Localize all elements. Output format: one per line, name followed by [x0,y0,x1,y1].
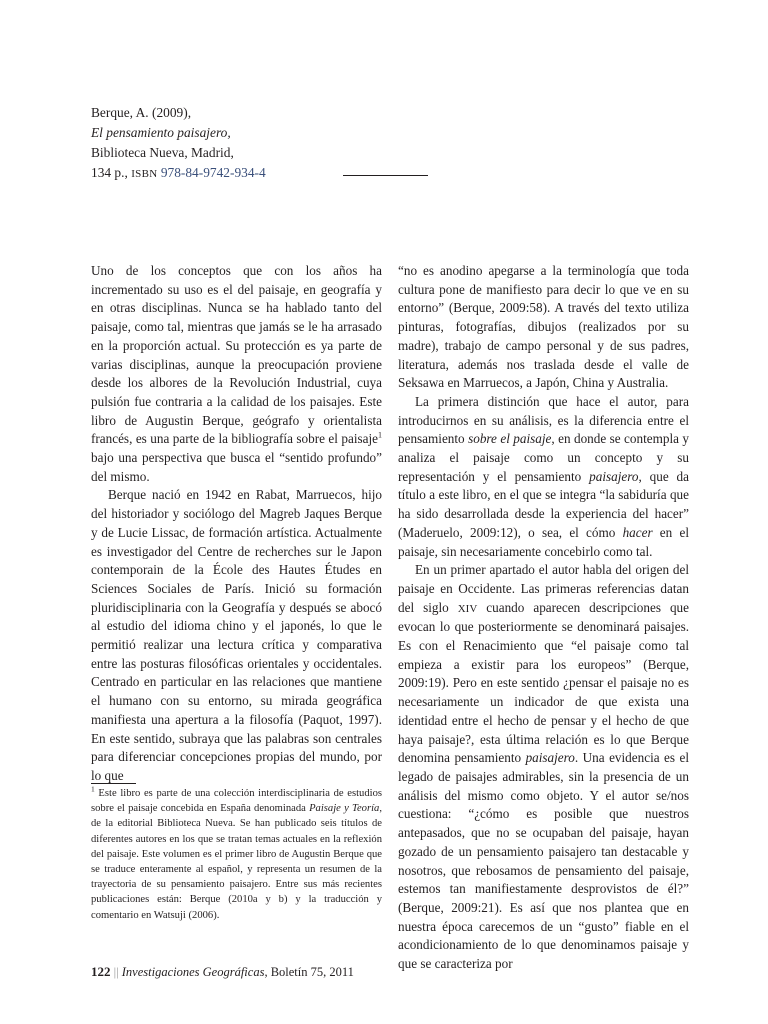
page-footer [91,964,354,980]
paragraph: En un primer apartado el autor habla del origen del paisaje en Occidente. Las primeras referencias datan del siglo XIV cuando aparecen descripciones que evocan lo que posteriormente se denominará paisajes. Es con el Renacimiento que “el paisaje como tal empieza a existir para los europeos” (Berque, 2009:19). Pero en este sentido ¿pensar el paisaje no es necesariamente un indicador de que exista una identidad entre el hecho de pensar y el hecho de que haya paisaje?, esta última relación es lo que Berque denomina pensamiento paisajero. Una evidencia es el legado de paisajes admirables, sin la presencia de un análisis del mismo como objeto. Y el autor se/nos cuestiona: “¿cómo es posible que nuestros antepasados, que no se ocupaban del paisaje, hayan gozado de un pensamiento paisajero tan destacable y nosotros, que rebosamos de pensamiento del paisaje, estemos tan manifiestamente desprovistos de él?” (Berque, 2009:21). Es así que nos plantea que en nuestra época carecemos de un “gusto” fiable en el acondicionamiento de lo que denominamos paisaje y que se caracteriza por [398,562,690,972]
footnote: $^1$ Este libro es parte de una colección interdisciplinaria de estudios sobre el paisaje concebida en España denominada Paisaje y Teoría, de la editorial Biblioteca Nueva. Se han publicado seis títulos de diferentes autores en los que se tratan temas actuales en la reflexión del paisaje. Este volumen es el primer libro de Augustin Berque que se traduce enteramente al español, y representa un resumen de la trayectoria de su pensamiento paisajero. Entre sus más recientes publicaciones están: Berque (2010a y b) y la traducción y comentario en Watsuji (2006). [91,784,382,921]
reference-publisher: Biblioteca Nueva, Madrid, [91,145,234,160]
reference-title: El pensamiento paisajero, [91,125,231,140]
footnote-rule [91,783,136,784]
book-reference [91,103,266,184]
isbn-number: 978-84-9742-934-4 [160,165,266,180]
page-number: 122 [91,964,111,979]
footnote-number: 1 [91,784,95,794]
reference-rule [343,175,428,176]
left-column [91,262,382,786]
reference-pages: 134 p., [91,165,128,180]
paragraph: Uno de los conceptos que con los años ha incrementado su uso es el del paisaje, en geografía y en otras disciplinas. Nunca se ha hablado tanto del paisaje, como tal, mientras que jamás se le ha arrasado en la proporción actual. Su protección es ya parte de varias disciplinas, aunque la preocupación proviene desde los albores de la Revolución Industrial, cuya pulsión fue contraria a la calidad de los paisajes. Este libro de Augustin Berque, geógrafo y orientalista francés, es una parte de la bibliografía sobre el paisaje$^1$ bajo una perspectiva que busca el “sentido profundo” del mismo. [91,263,382,484]
reference-author-year: Berque, A. (2009), [91,105,192,120]
right-column [398,262,689,974]
reference-pages-isbn [91,163,266,184]
footnote-marker: 1 [378,430,382,440]
journal-name: Investigaciones Geográficas [121,965,265,979]
paragraph: Berque nació en 1942 en Rabat, Marruecos, hijo del historiador y sociólogo del Magreb Jaques Berque y de Lucie Lissac, de formación artística. Actualmente es investigador del Centre de recherches sur le Japon contemporain de la École des Hautes Études en Sciences Sociales de París. Inició su formación pluridisciplinaria con la Geografía y después se abocó al estudio del idioma chino y el japonés, lo que le permitió realizar una lectura crítica y comparativa entre las posturas filosóficas orientales y occidentales. Centrado en particular en las relaciones que mantiene el humano con su entorno, su mirada geográfica manifiesta una apertura a la filosofía (Paquot, 1997). En este sentido, subraya que las palabras son centrales para diferenciar concepciones propias del mundo, por lo que [91,487,382,783]
journal-issue: , Boletín 75, 2011 [264,965,354,979]
isbn-label: ISBN [131,168,158,180]
paragraph: “no es anodino apegarse a la terminología que toda cultura pone de manifiesto para decir lo que ve en su entorno” (Berque, 2009:58). A través del texto utiliza pinturas, fotografías, dibujos (realizados por su madre), trabajo de campo personal y de sus padres, literatura, además nos traslada desde el valle de Seksawa en Marruecos, a Japón, China y Australia. [398,263,689,391]
paragraph: La primera distinción que hace el autor, para introducirnos en su análisis, es la diferencia entre el pensamiento sobre el paisaje, en donde se contempla y analiza el paisaje como un concepto y su representación y el pensamiento paisajero, que da título a este libro, en el que se integra “la sabiduría que ha sido desarrollada desde la experiencia del hacer” (Maderuelo, 2009:12), o sea, el cómo hacer en el paisaje, sin necesariamente concebirlo como tal. [398,393,690,559]
folio-separator: || [113,965,119,979]
